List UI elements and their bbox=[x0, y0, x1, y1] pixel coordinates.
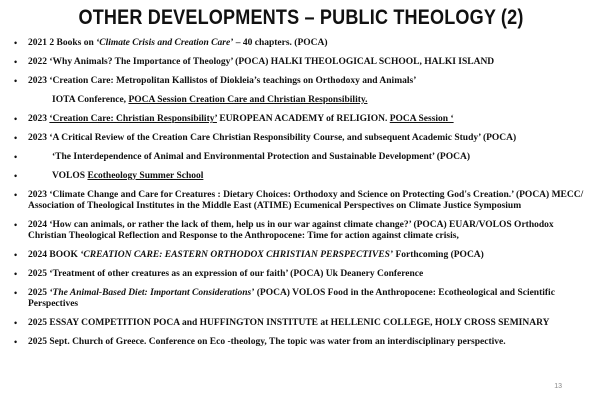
item-text: EUROPEAN ACADEMY of RELIGION. bbox=[216, 114, 390, 124]
item-text: 2023 ‘Climate Change and Care for Creatures : Dietary Choices: Orthodoxy and Science on Protecting God's Creation.’ (POCA) MECC/ Association of Theological Institutes in the Middle East (ATIME) Ecumenical Perspectives on Climate Justice Symposium bbox=[28, 190, 584, 211]
summer-school-link[interactable]: Ecotheology Summer School bbox=[87, 171, 204, 181]
item-text: ‘The Interdependence of Animal and Environmental Protection and Sustainable Development’ (POCA) bbox=[52, 152, 471, 162]
item-text: 2023 ‘Creation Care: Metropolitan Kallistos of Diokleia’s teachings on Orthodoxy and Animals’ bbox=[28, 76, 417, 86]
list-item bbox=[14, 190, 590, 212]
item-text-italic: ‘CREATION CARE: EASTERN ORTHODOX CHRISTIAN PERSPECTIVES’ bbox=[80, 250, 394, 260]
item-text-italic: ‘Climate Crisis and Creation Care’ bbox=[96, 38, 234, 48]
list-item-continuation bbox=[14, 95, 590, 106]
session-link[interactable]: POCA Session Creation Care and Christian Responsibility. bbox=[128, 95, 368, 105]
list-item bbox=[14, 76, 590, 87]
list-item bbox=[14, 38, 590, 49]
item-text: – 40 chapters. (POCA) bbox=[233, 38, 328, 48]
bullet-dot: • bbox=[14, 288, 18, 298]
item-text: (POCA) VOLOS Food in the Anthropocene: Ecotheological and Scientific Perspectives bbox=[28, 288, 555, 309]
item-text: 2025 bbox=[28, 288, 50, 298]
list-item bbox=[14, 288, 590, 310]
slide-title: OTHER DEVELOPMENTS – PUBLIC THEOLOGY (2) bbox=[78, 6, 524, 29]
bullet-dot: • bbox=[14, 38, 18, 48]
item-text: 2022 ‘Why Animals? The Importance of Theology’ (POCA) HALKI THEOLOGICAL SCHOOL, HALKI ISLAND bbox=[28, 57, 495, 67]
list-item bbox=[14, 171, 590, 182]
bullet-dot: • bbox=[14, 171, 18, 181]
item-text: 2024 BOOK bbox=[28, 250, 81, 260]
bullet-dot: • bbox=[14, 152, 18, 162]
bullet-dot: • bbox=[14, 318, 18, 328]
list-item bbox=[14, 57, 590, 68]
item-text: Forthcoming (POCA) bbox=[393, 250, 484, 260]
bullet-dot: • bbox=[14, 269, 18, 279]
item-text: 2023 ‘A Critical Review of the Creation Care Christian Responsibility Course, and subsequent Academic Study’ (POCA) bbox=[28, 133, 517, 143]
bullet-dot: • bbox=[14, 114, 18, 124]
item-text: 2025 ESSAY COMPETITION POCA and HUFFINGTON INSTITUTE at HELLENIC COLLEGE, HOLY CROSS SEMINARY bbox=[28, 318, 550, 328]
bullet-dot: • bbox=[14, 220, 18, 230]
list-item bbox=[14, 114, 590, 125]
list-item bbox=[14, 337, 590, 348]
session-link[interactable]: POCA Session ‘ bbox=[389, 114, 454, 124]
list-item bbox=[14, 133, 590, 144]
bullet-dot: • bbox=[14, 76, 18, 86]
bullet-dot: • bbox=[14, 337, 18, 347]
bullet-list bbox=[14, 38, 590, 356]
list-item bbox=[14, 269, 590, 280]
list-item bbox=[14, 220, 590, 242]
item-text: 2024 ‘How can animals, or rather the lack of them, help us in our war against climate change?’ (POCA) EUAR/VOLOS Orthodox Christian Theological Reflection and Response to the Anthropocene: Time for action against climate crisis, bbox=[28, 220, 554, 241]
item-text: IOTA Conference, bbox=[52, 95, 129, 105]
list-item bbox=[14, 250, 590, 261]
item-text: 2025 ‘Treatment of other creatures as an expression of our faith’ (POCA) Uk Deanery Conference bbox=[28, 269, 424, 279]
page-number: 13 bbox=[554, 383, 562, 390]
list-item bbox=[14, 318, 590, 329]
item-text: 2021 2 Books on bbox=[28, 38, 97, 48]
item-text: VOLOS bbox=[52, 171, 88, 181]
item-text: 2025 Sept. Church of Greece. Conference on Eco -theology, The topic was water from an interdisciplinary perspective. bbox=[28, 337, 506, 347]
list-item bbox=[14, 152, 590, 163]
bullet-dot: • bbox=[14, 133, 18, 143]
bullet-dot: • bbox=[14, 190, 18, 200]
item-text: 2023 bbox=[28, 114, 50, 124]
bullet-dot: • bbox=[14, 250, 18, 260]
course-link[interactable]: ‘Creation Care: Christian Responsibility’ bbox=[49, 114, 217, 124]
item-text-italic: ‘The Animal-Based Diet: Important Considerations’ bbox=[49, 288, 255, 298]
bullet-dot: • bbox=[14, 57, 18, 67]
